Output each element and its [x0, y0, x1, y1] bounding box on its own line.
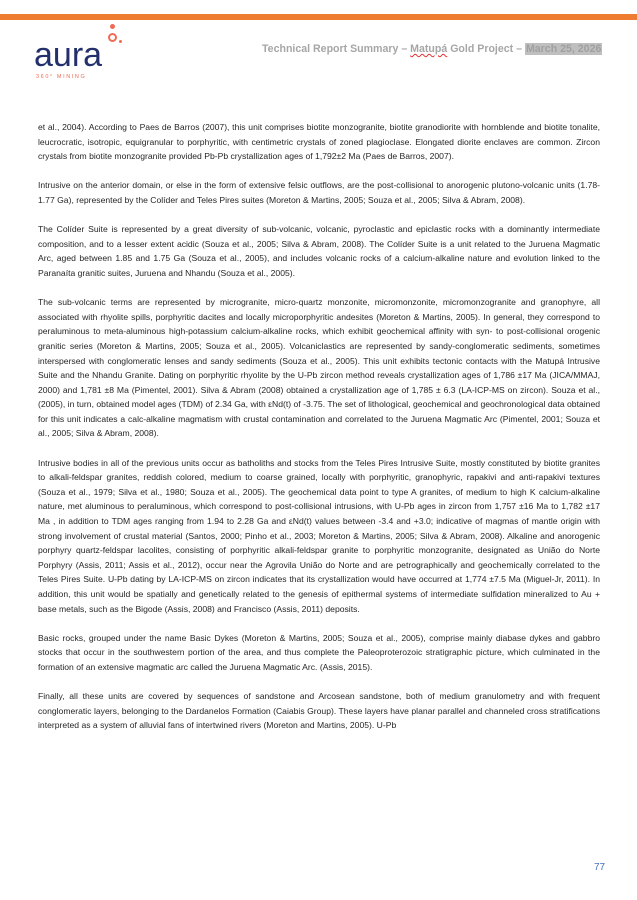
header-accent-bar	[0, 14, 637, 20]
company-logo	[34, 24, 154, 82]
page-number: 77	[594, 862, 606, 873]
logo-tagline: 360° MINING	[36, 74, 87, 80]
body-paragraph: The sub-volcanic terms are represented by microgranite, micro-quartz monzonite, micromonzonite, micromonzogranite and granophyre, all associated with rhyolite spills, porphyritic dacites and locally microporphyritic andesites (Moreton & Martins, 2005). In general, they correspond to peraluminous to meta-aluminous high-potassium calcium-alkaline rocks, which exhibit geochemical affinity with syn- to post-collisional orogenic granitic series (Moreton & Martins, 2005; Souza et al., 2005). Volcaniclastics are represented by sandy-conglomeratic sediments, sometimes interspersed with conglomeratic lenses and sandy sediments (Souza et al., 2005). This unit exhibits tectonic contacts with the Matupá Intrusive Suite and the Nhandu Granite. Dating on porphyritic rhyolite by the U-Pb zircon method reveals crystallization ages of 1,786 ±17 Ma (JICA/MMAJ, 2000) and 1,781 ±8 Ma (Pimentel, 2001). Silva & Abram (2008) obtained a crystallization age of 1,785 ± 6.3 (LA-ICP-MS on zircon). Souza et al., (2005), in turn, obtained model ages (TDM) of 2.34 Ga, with εNd(t) of -3.75. The set of lithological, geochemical and geochronological data obtained for this unit indicates a calc-alkaline magmatism with crustal contamination and correlated to the Juruena Magmatic Arc (Pimentel, 2001; Souza et al., 2005; Silva & Abram, 2008).	[38, 297, 600, 439]
logo-small-dot-icon	[119, 40, 122, 43]
body-paragraph: Intrusive bodies in all of the previous units occur as batholiths and stocks from the Teles Pires Intrusive Suite, mostly constituted by biotite granites to alkali-feldspar granites, reddish colored, medium to coarse grained, locally with porphyritic, granophyric, rapakivi and anti-rapakivi textures (Souza et al., 1979; Silva et al., 1980; Souza et al., 2005). The geochemical data point to type A granites, of medium to high K calcium-alkaline nature, met aluminous to peraluminous, which correspond to post-collisional intrusions, with U-Pb ages in zircon from 1,757 ±16 Ma to 1,782 ±17 Ma , in addition to TDM ages ranging from 1.94 to 2.28 Ga and εNd(t) values between -3.4 and +3.0; indicative of magmas of mantle origin with strong involvement of crustal material (Santos, 2000; Pinho et al., 2003; Moreton & Martins, 2005; Silva & Abram, 2008). Alkaline and anorogenic porphyry quartz-feldspar lacolites, consisting of porphyritic alkali-feldspar granite to porphyritic monzogranite, designated as União do Norte Porphyry (Assis, 2011; Assis et al., 2012), occur near the Agrovila União do Norte and are petrographically and geochemically correlated to the Teles Pires Suite. U-Pb dating by LA-ICP-MS on zircon indicates that its crystallization would have occurred at 1,774 ±7.5 Ma (Miguel-Jr, 2011). In addition, this unit would be spatially and genetically related to the genesis of epithermal systems of intermediate sulfidation mineralized to Au + base metals, such as the Bigode (Assis, 2008) and Francisco (Assis, 2011) deposits.	[38, 457, 600, 614]
body-paragraph: Intrusive on the anterior domain, or else in the form of extensive felsic outflows, are the post-collisional to anorogenic plutono-volcanic units (1.78-1.77 Ga), represented by the Colíder and Teles Pires suites (Moreton & Martins, 2005; Souza et al., 2005; Silva & Abram, 2008).	[38, 180, 600, 205]
header-title-middle: Gold Project –	[447, 43, 525, 55]
logo-wordmark: aura	[34, 36, 103, 74]
header-title-prefix: Technical Report Summary –	[262, 43, 411, 55]
document-body	[38, 120, 600, 748]
header-date: March 25, 2026	[525, 43, 602, 55]
logo-dot-icon	[110, 24, 115, 29]
report-header-title	[262, 43, 602, 55]
body-paragraph: Finally, all these units are covered by sequences of sandstone and Arcosean sandstone, both of medium granulometry and with frequent conglomeratic layers, belonging to the Dardanelos Formation (Caiabis Group). These layers have planar parallel and channeled cross stratifications interpreted as a system of alluvial fans of intertwined rivers (Moreton and Martins, 2005). U-Pb	[38, 691, 600, 731]
logo-ring-icon	[108, 33, 117, 42]
header-project-name: Matupá	[410, 43, 448, 55]
body-paragraph: The Colíder Suite is represented by a great diversity of sub-volcanic, volcanic, pyroclastic and epiclastic rocks with a dominantly intermediate composition, and to a lesser extent acidic (Souza et al., 2005; Silva & Abram, 2008). The Colíder Suite is a unit related to the Juruena Magmatic Arc, aged between 1.85 and 1.75 Ga (Souza et al., 2005), and includes volcanic rocks of a calcium-alkaline nature and evolution linked to the Paranaíta granitic suites, Juruena and Nhandu (Souza et al., 2005).	[38, 224, 600, 278]
body-paragraph: et al., 2004). According to Paes de Barros (2007), this unit comprises biotite monzogranite, biotite granodiorite with hornblende and biotite tonalite, leucrocratic, isotropic, equigranular to porphyritic, with centimetric crystals of zoned plagioclase. Elongated diorite enclaves are common. Zircon crystals from biotite monzogranite provided Pb-Pb crystallization ages of 1,792±2 Ma (Paes de Barros, 2007).	[38, 122, 600, 162]
body-paragraph: Basic rocks, grouped under the name Basic Dykes (Moreton & Martins, 2005; Souza et al., 2005), comprise mainly diabase dykes and gabbro stocks that occur in the southwestern portion of the area, and thus complete the Paleoproterozoic stratigraphic picture, which culminated in the formation of an extensive magmatic arc called the Juruena Magmatic Arc. (Assis, 2015).	[38, 632, 600, 672]
